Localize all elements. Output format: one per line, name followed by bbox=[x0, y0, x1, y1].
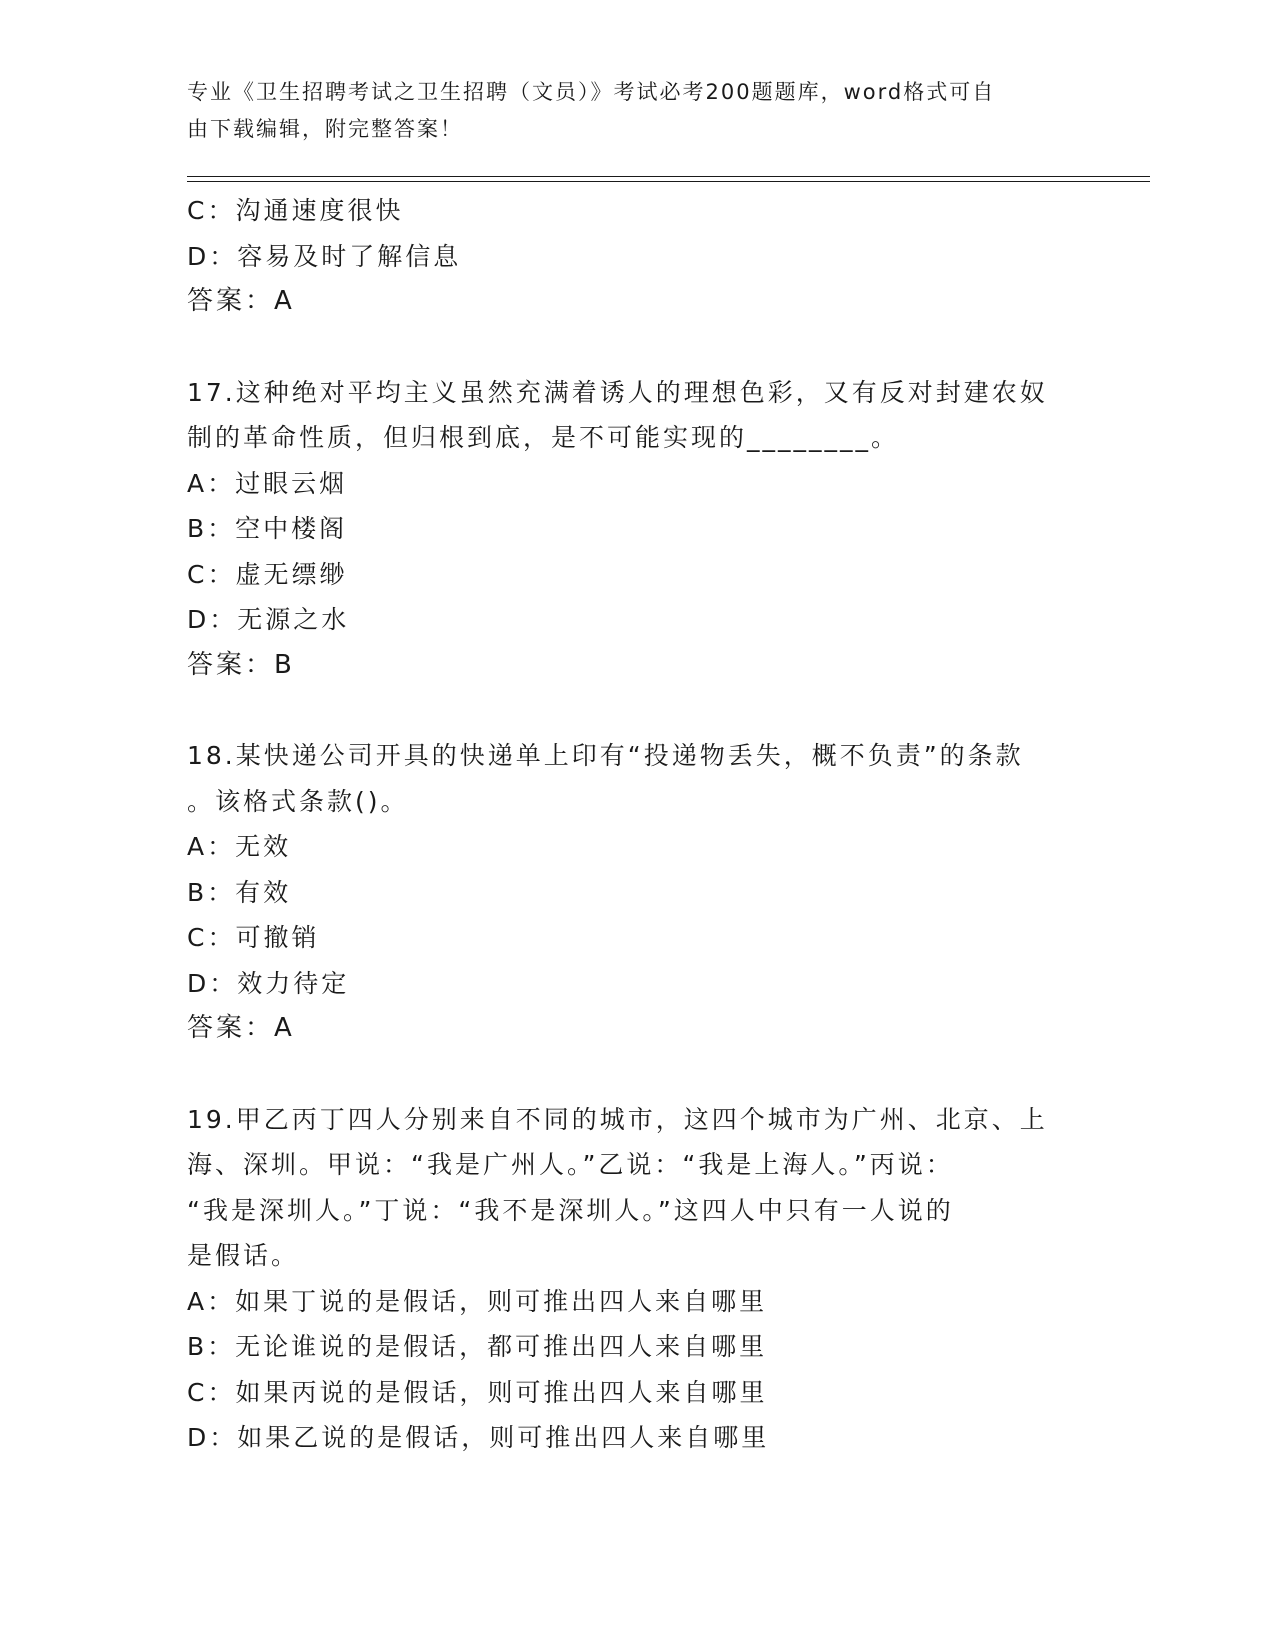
question-stem-line: 海、深圳。甲说：“我是广州人。”乙说：“我是上海人。”丙说： bbox=[187, 1150, 954, 1179]
spacer bbox=[187, 688, 1087, 733]
question-stem-line: 制的革命性质，但归根到底，是不可能实现的________。 bbox=[187, 423, 900, 452]
option-d: D：效力待定 bbox=[187, 968, 350, 998]
option-c: C：如果丙说的是假话，则可推出四人来自哪里 bbox=[187, 1377, 768, 1407]
header-rule-top bbox=[187, 176, 1150, 177]
option-b: B：有效 bbox=[187, 877, 292, 907]
option-d: D：容易及时了解信息 bbox=[187, 241, 462, 271]
question-stem-line: 是假话。 bbox=[187, 1241, 300, 1270]
answer-line: 答案：B bbox=[187, 649, 295, 680]
page-header bbox=[187, 74, 1067, 148]
option-a: A：如果丁说的是假话，则可推出四人来自哪里 bbox=[187, 1286, 768, 1316]
document-body bbox=[187, 188, 1087, 1461]
question-19 bbox=[187, 1097, 1087, 1461]
option-d: D：如果乙说的是假话，则可推出四人来自哪里 bbox=[187, 1423, 770, 1452]
answer-line: 答案：A bbox=[187, 1013, 295, 1043]
spacer bbox=[187, 1052, 1087, 1097]
option-c: C：沟通速度很快 bbox=[187, 196, 404, 225]
header-rule-bottom bbox=[187, 181, 1150, 182]
question-stem-line: 18.某快递公司开具的快递单上印有“投递物丢失，概不负责”的条款 bbox=[187, 741, 1024, 770]
question-stem-line: 19.甲乙丙丁四人分别来自不同的城市，这四个城市为广州、北京、上 bbox=[187, 1104, 1048, 1134]
option-b: B：无论谁说的是假话，都可推出四人来自哪里 bbox=[187, 1332, 768, 1361]
option-c: C：虚无缥缈 bbox=[187, 559, 348, 589]
option-a: A：无效 bbox=[187, 832, 292, 861]
question-stem-line: 17.这种绝对平均主义虽然充满着诱人的理想色彩，又有反对封建农奴 bbox=[187, 377, 1048, 407]
question-17 bbox=[187, 370, 1087, 689]
option-a: A：过眼云烟 bbox=[187, 468, 348, 498]
option-c: C：可撤销 bbox=[187, 923, 320, 952]
answer-line: 答案：A bbox=[187, 286, 295, 316]
header-line-1: 专业《卫生招聘考试之卫生招聘（文员）》考试必考200题题库，word格式可自 bbox=[187, 80, 996, 104]
header-line-2: 由下载编辑，附完整答案！ bbox=[187, 117, 463, 141]
option-b: B：空中楼阁 bbox=[187, 514, 348, 543]
spacer bbox=[187, 325, 1087, 370]
question-18 bbox=[187, 733, 1087, 1052]
question-stem-line: 。该格式条款()。 bbox=[187, 786, 409, 816]
question-stem-line: “我是深圳人。”丁说：“我不是深圳人。”这四人中只有一人说的 bbox=[187, 1195, 954, 1225]
option-d: D：无源之水 bbox=[187, 605, 350, 634]
